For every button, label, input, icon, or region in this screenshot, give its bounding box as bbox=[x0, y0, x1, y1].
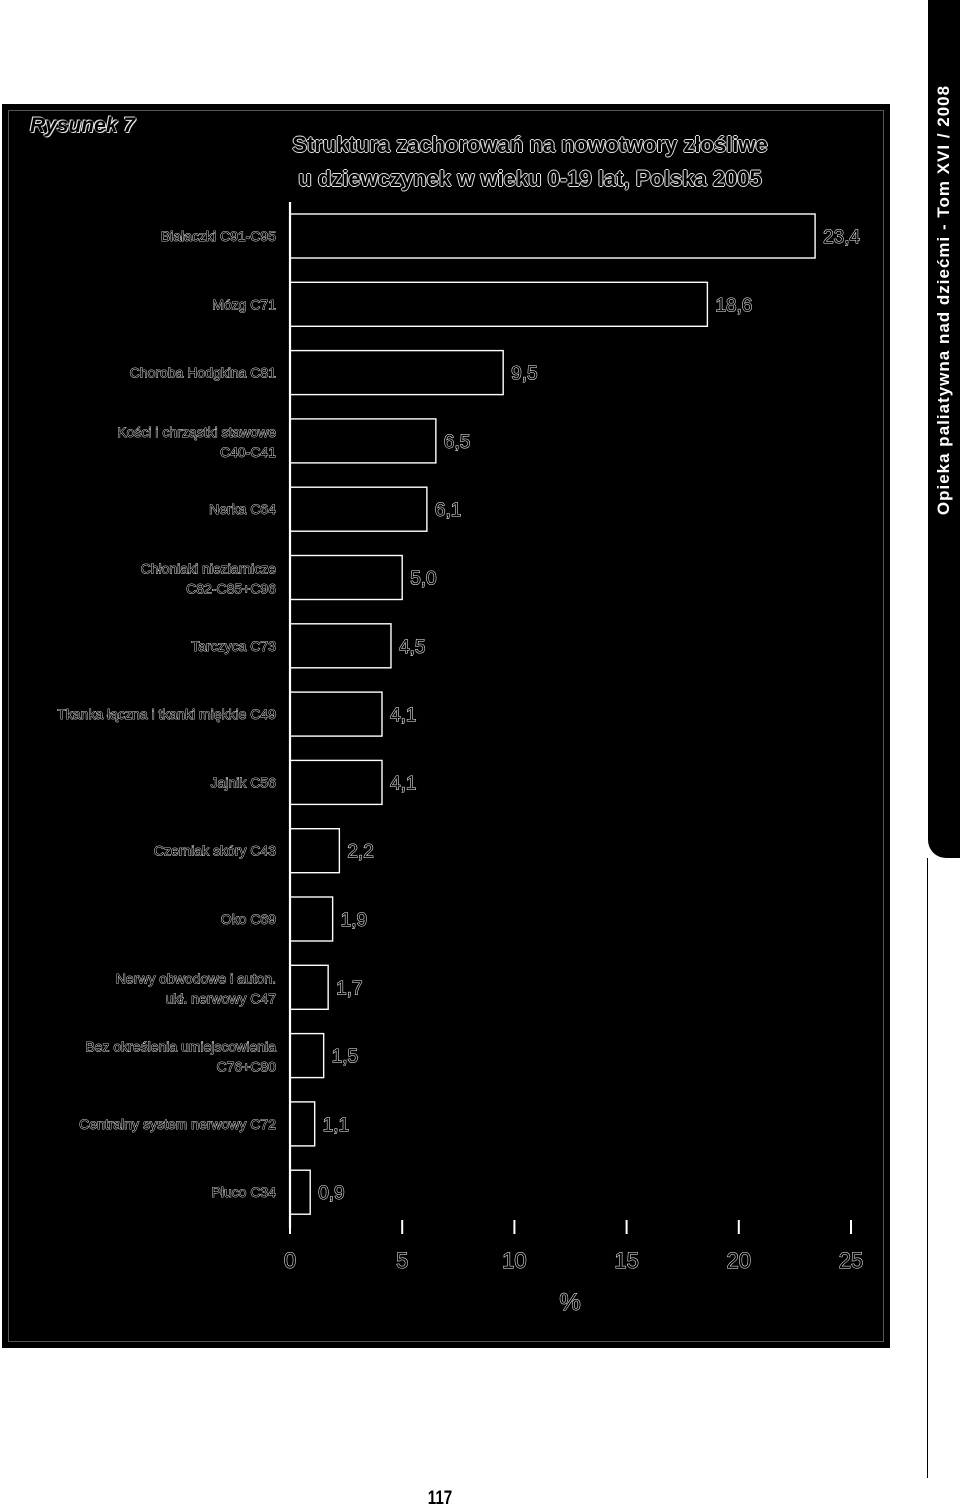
x-tick-label-1: 5 bbox=[396, 1248, 409, 1273]
bar-value-label-5: 5,0 bbox=[410, 568, 437, 590]
bar-value-label-4: 6,1 bbox=[434, 500, 462, 522]
bar-12 bbox=[290, 1034, 324, 1078]
category-label-1: Mózg C71 bbox=[212, 296, 276, 313]
category-label-3-line-2: C40-C41 bbox=[219, 443, 276, 460]
category-label-11-line-1: Nerwy obwodowe i auton. bbox=[115, 970, 276, 987]
bar-2 bbox=[290, 351, 503, 395]
category-label-5-line-1: Chłoniaki nieziarnicze bbox=[140, 560, 276, 577]
chart-title-line-1: Struktura zachorowań na nowotwory złośliwe bbox=[292, 132, 768, 157]
bar-value-label-12: 1,5 bbox=[331, 1046, 359, 1068]
bar-14 bbox=[290, 1170, 310, 1214]
bar-13 bbox=[290, 1102, 315, 1146]
page-number: 117 bbox=[427, 1488, 453, 1509]
category-label-13: Centralny system nerwowy C72 bbox=[79, 1115, 276, 1132]
x-tick-label-0: 0 bbox=[283, 1248, 297, 1273]
bar-8 bbox=[290, 760, 382, 804]
x-tick-label-5: 25 bbox=[838, 1248, 864, 1273]
journal-name: Opieka paliatywna nad dziećmi - Tom XVI / 2008 bbox=[934, 84, 953, 516]
bar-10 bbox=[290, 897, 333, 941]
bar-value-label-2: 9,5 bbox=[511, 363, 538, 385]
category-label-11-line-2: ukł. nerwowy C47 bbox=[165, 990, 276, 1007]
category-label-3-line-1: Kości i chrząstki stawowe bbox=[117, 423, 276, 440]
bar-9 bbox=[290, 829, 339, 873]
bar-7 bbox=[290, 692, 382, 736]
side-rule bbox=[927, 858, 928, 1478]
bar-value-label-8: 4,1 bbox=[390, 773, 417, 795]
category-label-0: Białaczki C91-C95 bbox=[160, 228, 276, 244]
category-label-14: Płuco C34 bbox=[211, 1184, 276, 1201]
category-label-2: Choroba Hodgkina C81 bbox=[129, 364, 276, 381]
bar-1 bbox=[290, 282, 707, 326]
bar-0 bbox=[290, 214, 815, 258]
bar-value-label-10: 1,9 bbox=[340, 910, 368, 931]
category-label-4: Nerka C64 bbox=[209, 501, 276, 518]
bar-value-label-13: 1,1 bbox=[322, 1114, 350, 1136]
bar-value-label-3: 6,5 bbox=[443, 431, 471, 453]
chart-title-line-2: u dziewczynek w wieku 0-19 lat, Polska 2005 bbox=[298, 166, 762, 191]
bar-value-label-11: 1,7 bbox=[336, 978, 363, 1000]
bar-value-label-1: 18,6 bbox=[715, 295, 753, 317]
bar-5 bbox=[290, 556, 402, 600]
bar-6 bbox=[290, 624, 391, 668]
category-label-5-line-2: C82-C85+C96 bbox=[186, 580, 276, 597]
category-label-8: Jajnik C56 bbox=[210, 774, 276, 791]
category-label-7: Tkanka łączna i tkanki miękkie C49 bbox=[57, 706, 276, 723]
x-axis-label: % bbox=[559, 1289, 581, 1316]
bar-value-label-14: 0,9 bbox=[318, 1183, 345, 1205]
category-label-10: Oko C69 bbox=[220, 911, 276, 927]
category-label-9: Czerniak skóry C43 bbox=[153, 842, 276, 859]
bar-value-label-7: 4,1 bbox=[390, 705, 417, 727]
category-label-12-line-2: C76+C80 bbox=[216, 1058, 276, 1075]
bar-value-label-6: 4,5 bbox=[398, 636, 426, 658]
bar-3 bbox=[290, 419, 436, 463]
bar-value-label-0: 23,4 bbox=[823, 227, 861, 248]
figure-label: Rysunek 7 bbox=[30, 114, 136, 137]
x-tick-label-3: 15 bbox=[614, 1248, 639, 1273]
bar-11 bbox=[290, 965, 328, 1009]
bar-value-label-9: 2,2 bbox=[347, 841, 374, 863]
x-tick-label-2: 10 bbox=[502, 1248, 527, 1273]
category-label-12-line-1: Bez określenia umiejscowienia bbox=[85, 1038, 276, 1055]
x-tick-label-4: 20 bbox=[726, 1248, 752, 1273]
category-label-6: Tarczyca C73 bbox=[191, 637, 276, 654]
bar-4 bbox=[290, 487, 427, 531]
